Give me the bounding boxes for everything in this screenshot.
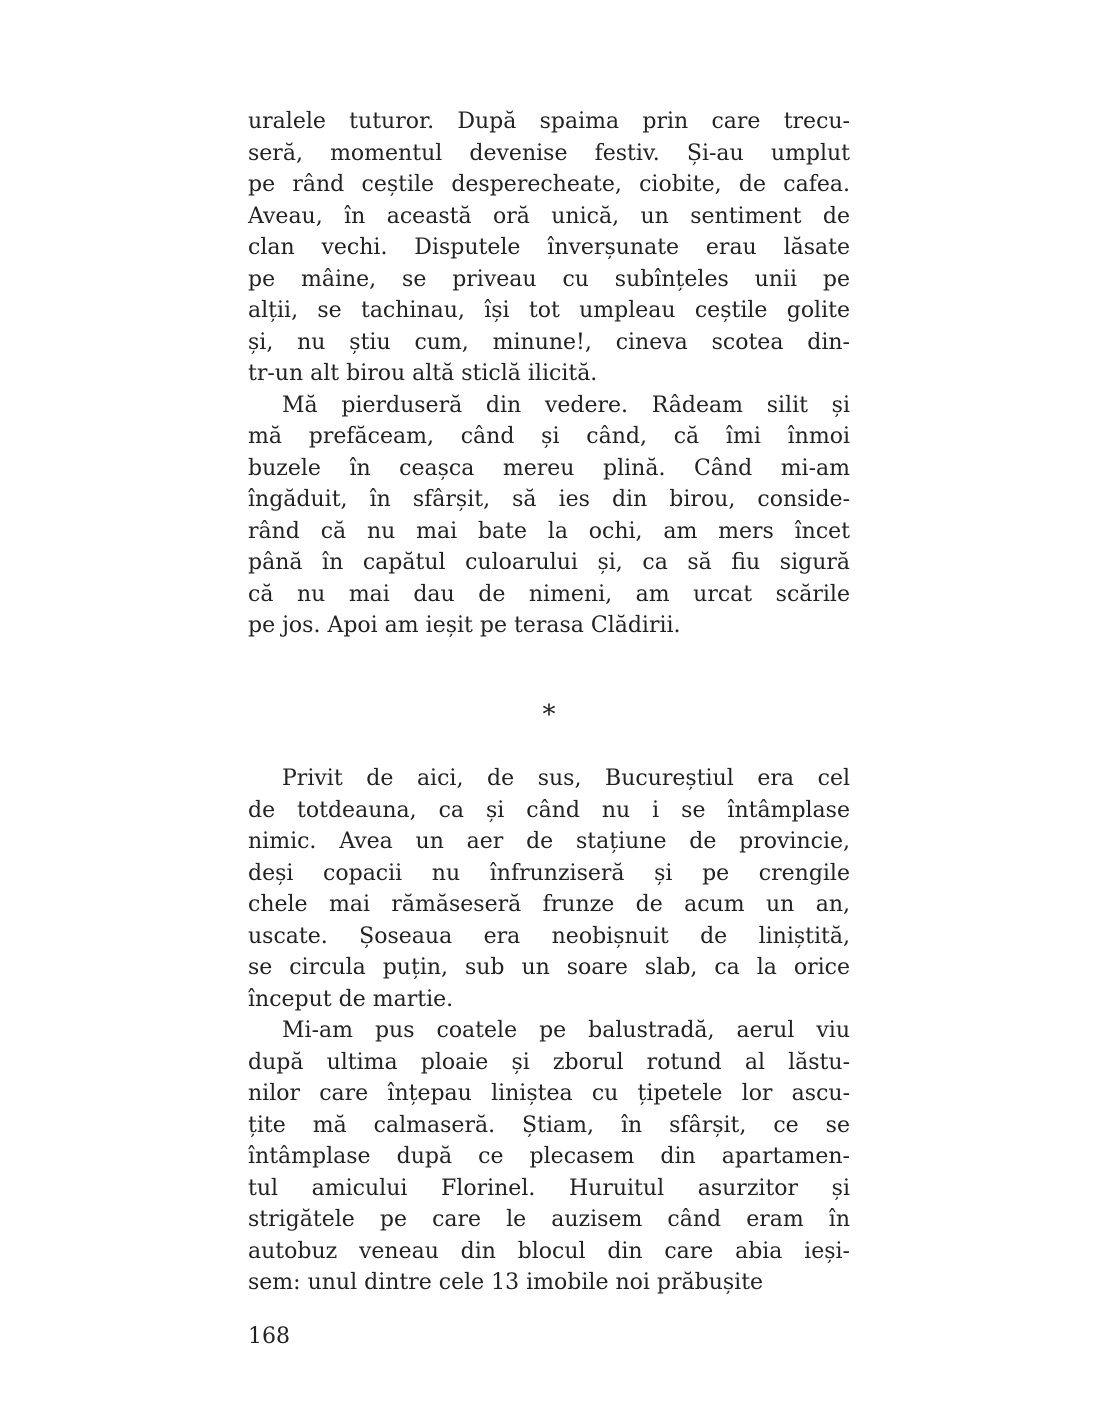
text-line: clan vechi. Disputele înverșunate erau lăsate <box>248 235 850 260</box>
text-line: seră, momentul devenise festiv. Și-au umplut <box>248 140 850 166</box>
text-line: Mă pierduseră din vedere. Râdeam silit și <box>282 392 850 418</box>
text-line: de totdeauna, ca și când nu i se întâmplase <box>248 797 850 823</box>
text-line: pe mâine, se priveau cu subînțeles unii pe <box>248 266 850 292</box>
section-2 <box>248 763 850 1299</box>
text-line: tr-un alt birou altă sticlă ilicită. <box>248 361 598 386</box>
text-line: Mi-am pus coatele pe balustradă, aerul viu <box>282 1018 850 1043</box>
text-line: autobuz veneau din blocul din care abia ieși- <box>248 1238 850 1264</box>
text-line: deși copacii nu înfrunziseră și pe crengile <box>248 860 850 886</box>
text-line: întâmplase după ce plecasem din apartamen- <box>248 1144 850 1169</box>
text-line: nimic. Avea un aer de stațiune de provincie, <box>248 829 850 854</box>
text-sections <box>248 106 850 1299</box>
text-line: și, nu știu cum, minune!, cineva scotea din- <box>248 329 850 355</box>
text-line: după ultima ploaie și zborul rotund al lăstu- <box>248 1049 850 1075</box>
text-line: alții, se tachinau, își tot umpleau ceștile golite <box>248 298 850 323</box>
text-line: chele mai rămăseseră frunze de acum un an, <box>248 892 850 917</box>
paragraph <box>248 1015 850 1299</box>
paragraph <box>248 763 850 1015</box>
text-line: uralele tuturor. După spaima prin care trecu- <box>248 109 850 134</box>
text-line: sem: unul dintre cele 13 imobile noi prăbușite <box>248 1270 764 1295</box>
text-line: îngăduit, în sfârșit, să ies din birou, conside- <box>248 487 850 512</box>
text-line: Aveau, în această oră unică, un sentiment de <box>248 203 850 229</box>
paragraph <box>248 390 850 642</box>
text-line: se circula puțin, sub un soare slab, ca la orice <box>248 955 850 980</box>
text-line: țite mă calmaseră. Știam, în sfârșit, ce se <box>248 1112 850 1138</box>
section-1 <box>248 106 850 642</box>
text-line: buzele în ceașca mereu plină. Când mi-am <box>248 455 850 481</box>
text-line: început de martie. <box>248 986 454 1012</box>
text-line: tul amicului Florinel. Huruitul asurzitor și <box>248 1175 850 1201</box>
text-line: Privit de aici, de sus, Bucureștiul era cel <box>282 766 850 791</box>
paragraph <box>248 106 850 390</box>
text-block <box>248 106 850 1352</box>
text-line: pe jos. Apoi am ieșit pe terasa Clădirii. <box>248 613 681 638</box>
text-line: uscate. Șoseaua era neobișnuit de liniștită, <box>248 923 850 949</box>
text-line: până în capătul culoarului și, ca să fiu sigură <box>248 550 850 575</box>
text-line: strigătele pe care le auzisem când eram în <box>248 1207 850 1232</box>
text-line: nilor care înțepau liniștea cu țipetele lor ascu- <box>248 1081 850 1106</box>
text-line: că nu mai dau de nimeni, am urcat scările <box>248 581 850 607</box>
page-number: 168 <box>248 1323 290 1349</box>
text-line: pe rând ceștile desperecheate, ciobite, de cafea. <box>248 172 850 197</box>
section-separator: * <box>542 699 556 730</box>
text-line: mă prefăceam, când și când, că îmi înmoi <box>248 424 850 449</box>
text-line: rând că nu mai bate la ochi, am mers încet <box>248 518 850 544</box>
